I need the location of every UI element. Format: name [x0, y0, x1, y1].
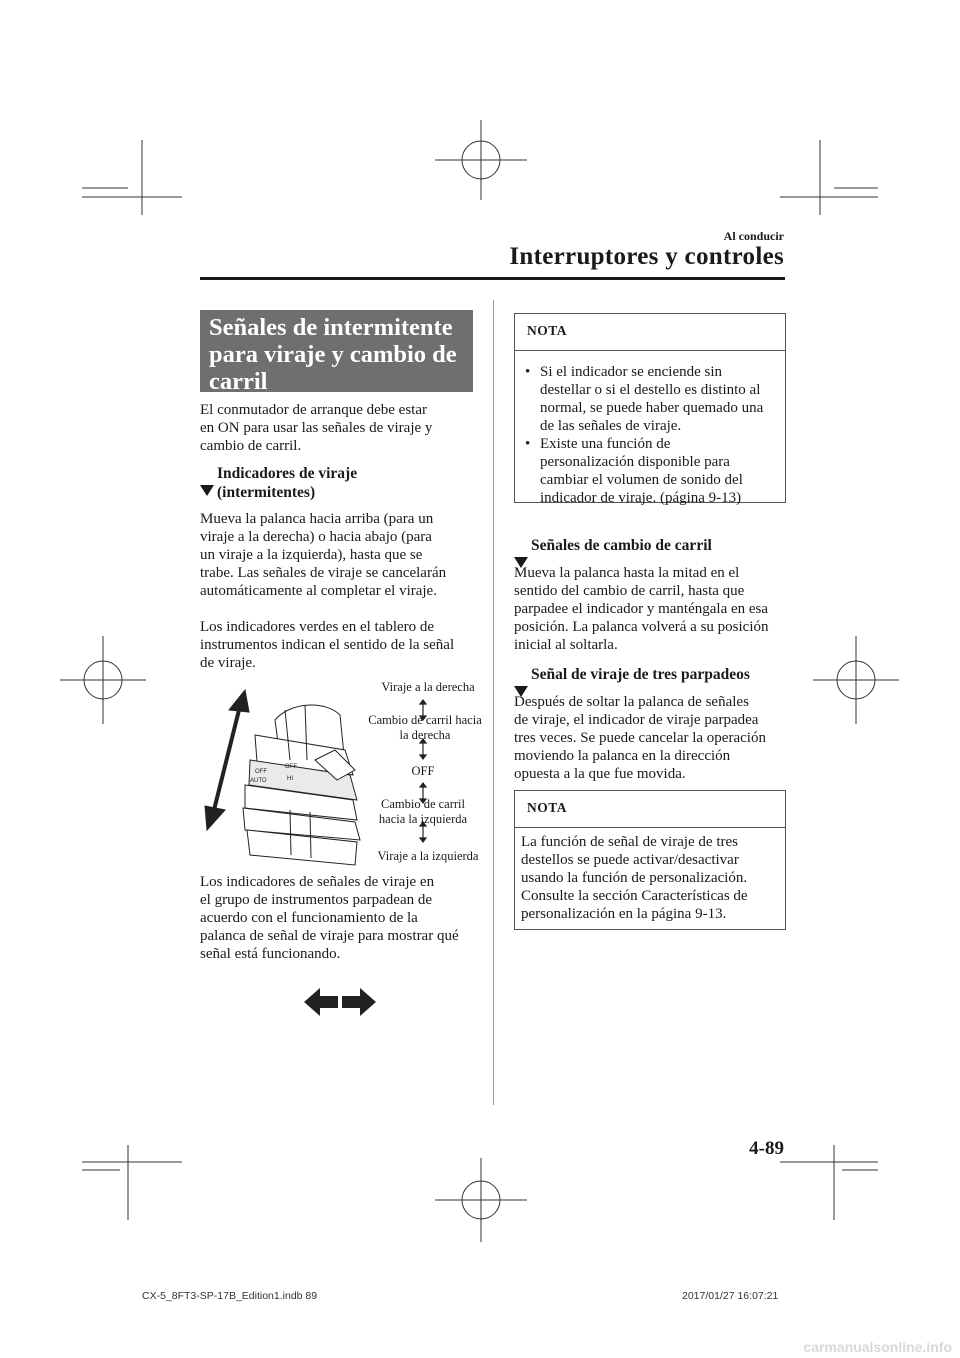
label-right-turn: Viraje a la derecha	[381, 680, 475, 694]
nota-bullet-1: • Si el indicador se enciende sin destellar o si el destello es distinto al normal, se puede haber quemado una de las señales de viraje.	[525, 364, 764, 434]
label-left-turn: Viraje a la izquierda	[377, 849, 479, 863]
label-lane-change-right: Cambio de carril hacia la derecha	[368, 713, 482, 742]
switch-text-auto: AUTO	[250, 778, 267, 784]
nota-separator-2	[515, 827, 785, 828]
nota-bullet-2: • Existe una función de personalización disponible para cambiar el volumen de sonido del indicador de viraje. (página 9-13)	[525, 436, 743, 506]
page-number: 4-89	[749, 1138, 784, 1159]
nota-text-2: La función de señal de viraje de tres destellos se puede activar/desactivar usando la función de personalización. Consulte la sección Características de personalización en la página 9-13.	[521, 834, 748, 922]
label-off: OFF	[411, 764, 435, 778]
footer-timestamp: 2017/01/27 16:07:21	[682, 1290, 779, 1302]
subheading-turn-indicators: Indicadores de viraje (intermitentes)	[200, 464, 216, 502]
paragraph-three-flash: Después de soltar la palanca de señales de viraje, el indicador de viraje parpadea tres veces. Se puede cancelar la operación moviendo la palanca en la dirección opuesta a la que fue movida.	[514, 694, 766, 782]
subheading-lane-change: Señales de cambio de carril	[514, 536, 530, 574]
paragraph-green-indicators: Los indicadores verdes en el tablero de instrumentos indican el sentido de la señal de viraje.	[200, 619, 455, 671]
watermark: carmanualsonline.info	[803, 1339, 952, 1355]
page-nav-arrows	[300, 985, 380, 1019]
intro-paragraph: El conmutador de arranque debe estar en ON para usar las señales de viraje y cambio de carril.	[200, 402, 433, 454]
nota-box-2	[514, 790, 786, 930]
nota-box-1	[514, 313, 786, 506]
switch-text-off-2: OFF	[285, 764, 297, 770]
label-lane-change-left: Cambio de carril hacia la izquierda	[378, 797, 468, 826]
next-page-arrow-icon	[342, 988, 376, 1016]
paragraph-instrument-cluster: Los indicadores de señales de viraje en el grupo de instrumentos parpadean de acuerdo con el funcionamiento de la palanca de señal de viraje para mostrar qué señal está funcionando.	[200, 874, 459, 962]
nota-title-1: NOTA	[527, 323, 568, 338]
paragraph-lever-operation: Mueva la palanca hacia arriba (para un viraje a la derecha) o hacia abajo (para un viraje a la izquierda), hasta que se trabe. Las señales de viraje se cancelarán automáticamente al completar el viraje.	[200, 511, 447, 599]
header-title: Interruptores y controles	[509, 243, 784, 270]
header-rule	[200, 277, 785, 280]
nota-title-2: NOTA	[527, 800, 568, 815]
subheading-three-flash: Señal de viraje de tres parpadeos	[514, 665, 530, 703]
switch-text-hi: HI	[287, 776, 293, 782]
previous-page-arrow-icon	[304, 988, 338, 1016]
nota-separator-1	[515, 350, 785, 351]
switch-text-off: OFF	[255, 769, 267, 775]
triangle-bullet-icon	[200, 485, 214, 496]
section-banner: Señales de intermitente para viraje y cambio de carril	[200, 310, 473, 392]
paragraph-lane-change: Mueva la palanca hasta la mitad en el sentido del cambio de carril, hasta que parpadee el indicador y manténgala en esa posición. La palanca volverá a su posición inicial al soltarla.	[514, 565, 769, 653]
footer-file-name: CX-5_8FT3-SP-17B_Edition1.indb 89	[142, 1290, 318, 1302]
header-section-label: Al conducir	[723, 229, 784, 243]
